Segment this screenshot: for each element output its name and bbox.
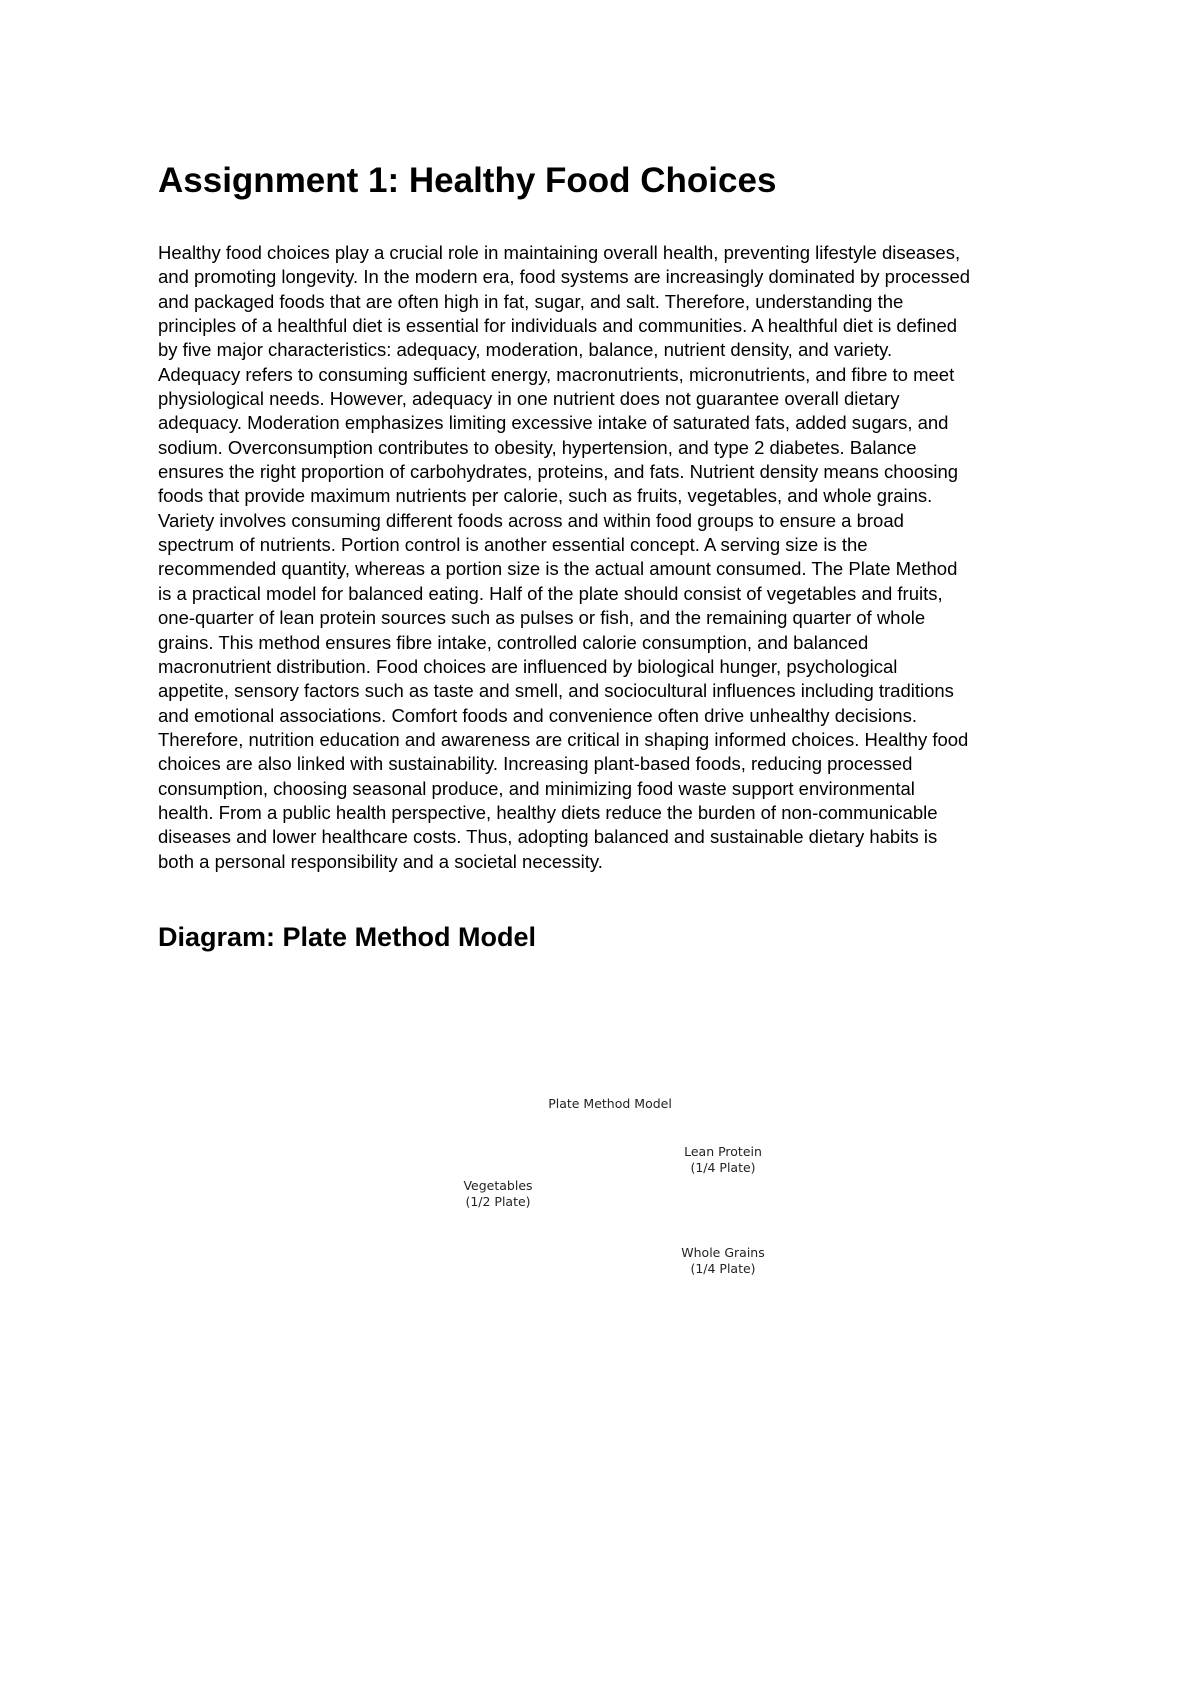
vegetables-portion: (1/2 Plate) [465,1194,531,1209]
body-line: diseases and lower healthcare costs. Thus, adopting balanced and sustainable dietary habits is [158,826,938,848]
body-line: by five major characteristics: adequacy, moderation, balance, nutrient density, and variety. [158,339,893,361]
body-line: choices are also linked with sustainability. Increasing plant-based foods, reducing processed [158,753,913,775]
lean-protein-portion: (1/4 Plate) [690,1160,756,1175]
document-title: Assignment 1: Healthy Food Choices [158,161,777,200]
body-line: one-quarter of lean protein sources such as pulses or fish, and the remaining quarter of whole [158,607,926,629]
section-heading: Diagram: Plate Method Model [158,922,537,952]
body-line: both a personal responsibility and a societal necessity. [158,850,603,872]
body-line: spectrum of nutrients. Portion control is another essential concept. A serving size is the [158,534,868,556]
body-line: ensures the right proportion of carbohydrates, proteins, and fats. Nutrient density means choosing [158,461,959,483]
body-line: grains. This method ensures fibre intake, controlled calorie consumption, and balanced [158,631,869,653]
body-line: and emotional associations. Comfort foods and convenience often drive unhealthy decisions. [158,704,917,726]
body-paragraph [158,241,1058,874]
body-line: health. From a public health perspective, healthy diets reduce the burden of non-communicable [158,801,938,823]
body-line: Adequacy refers to consuming sufficient energy, macronutrients, micronutrients, and fibre to meet [158,363,955,385]
body-line: is a practical model for balanced eating. Half of the plate should consist of vegetables and fruits, [158,582,943,604]
whole-grains-portion: (1/4 Plate) [690,1261,756,1276]
body-line: consumption, choosing seasonal produce, and minimizing food waste support environmental [158,777,915,799]
diagram-label-whole-grains [681,1245,764,1277]
body-line: Therefore, nutrition education and awareness are critical in shaping informed choices. Healthy food [158,728,969,750]
body-line: macronutrient distribution. Food choices are influenced by biological hunger, psychological [158,655,898,677]
body-line: physiological needs. However, adequacy in one nutrient does not guarantee overall dietary [158,388,900,410]
body-line: principles of a healthful diet is essential for individuals and communities. A healthful diet is defined [158,315,958,337]
vegetables-label: Vegetables [463,1178,533,1193]
body-line: adequacy. Moderation emphasizes limiting excessive intake of saturated fats, added sugars, and [158,412,949,434]
diagram-title: Plate Method Model [548,1096,672,1111]
body-line: appetite, sensory factors such as taste and smell, and sociocultural influences including traditions [158,680,954,702]
lean-protein-label: Lean Protein [684,1144,762,1159]
body-line: and packaged foods that are often high in fat, sugar, and salt. Therefore, understanding the [158,290,904,312]
body-line: Variety involves consuming different foods across and within food groups to ensure a broad [158,509,904,531]
diagram-label-vegetables [463,1178,532,1210]
body-line: foods that provide maximum nutrients per calorie, such as fruits, vegetables, and whole grains. [158,485,933,507]
body-line: and promoting longevity. In the modern era, food systems are increasingly dominated by processed [158,266,971,288]
plate-method-diagram [400,1080,820,1280]
diagram-label-lean-protein [684,1144,762,1176]
body-line: recommended quantity, whereas a portion size is the actual amount consumed. The Plate Method [158,558,958,580]
body-line: sodium. Overconsumption contributes to obesity, hypertension, and type 2 diabetes. Balance [158,436,917,458]
body-line: Healthy food choices play a crucial role in maintaining overall health, preventing lifestyle diseases, [158,242,961,263]
whole-grains-label: Whole Grains [681,1245,765,1260]
